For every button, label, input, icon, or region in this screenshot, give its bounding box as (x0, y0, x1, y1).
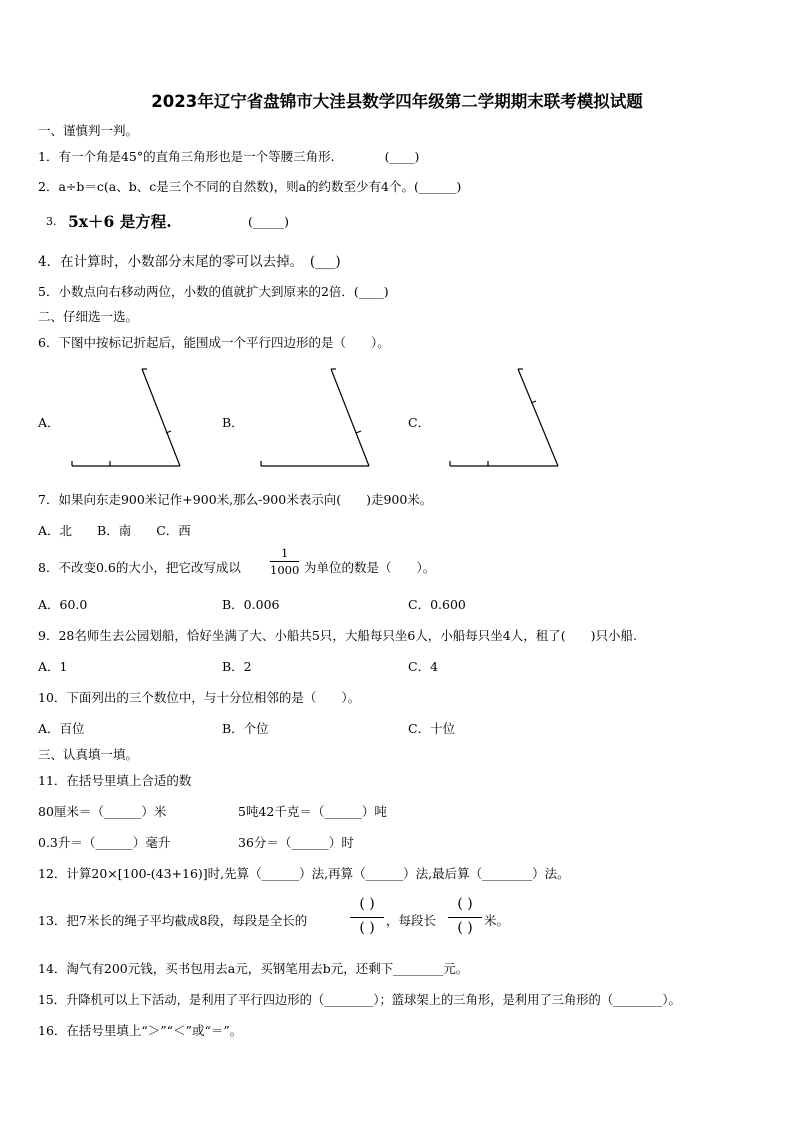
question-11-item-3: 0.3升＝（______）毫升 (38, 835, 171, 850)
question-12: 12．计算20×[100-(43+16)]时,先算（______）法,再算（______）法,最后算（________）法。 (38, 866, 570, 881)
fraction-denominator-blank: ( ) (457, 920, 473, 936)
figure-a-fold-angle (70, 365, 190, 471)
fraction-bar (448, 917, 482, 918)
question-8-option-c: C．0.600 (408, 597, 466, 612)
figure-b-fold-angle (258, 365, 378, 471)
question-13-text-after: 米。 (484, 913, 510, 928)
question-3-expression: 5x＋6 是方程. (68, 212, 172, 231)
question-6: 6．下图中按标记折起后，能围成一个平行四边形的是（ ）。 (38, 335, 390, 350)
question-10-option-c: C．十位 (408, 721, 456, 736)
question-5: 5．小数点向右移动两位，小数的值就扩大到原来的2倍．(____) (38, 284, 389, 299)
fraction-bar (350, 917, 384, 918)
question-3-number: 3. (46, 215, 57, 228)
question-8-option-a: A．60.0 (38, 597, 88, 612)
section-heading-fill: 三、认真填一填。 (38, 747, 139, 762)
question-11-item-4: 36分＝（______）时 (238, 835, 354, 850)
question-11: 11．在括号里填上合适的数 (38, 773, 192, 788)
question-11-item-1: 80厘米＝（______）米 (38, 804, 167, 819)
question-13-text-middle: ，每段长 (386, 913, 437, 928)
fraction-denominator-blank: ( ) (359, 920, 375, 936)
question-9-option-a: A．1 (38, 659, 68, 674)
figure-c-fold-angle (448, 365, 568, 471)
question-3-blank: (_____) (248, 214, 290, 229)
page-title: 2023年辽宁省盘锦市大洼县数学四年级第二学期期末联考模拟试题 (151, 92, 643, 111)
question-13-text-before: 13．把7米长的绳子平均截成8段，每段是全长的 (38, 913, 308, 928)
question-16: 16．在括号里填上“＞”“＜”或“＝”。 (38, 1023, 243, 1038)
question-7: 7．如果向东走900米记作+900米,那么-900米表示向( )走900米。 (38, 492, 433, 507)
question-8-fraction-numerator: 1 (280, 546, 289, 560)
question-8-fraction-denominator: 1000 (270, 563, 300, 577)
fraction-numerator-blank: ( ) (359, 896, 375, 912)
question-4: 4．在计算时，小数部分末尾的零可以去掉。 (___) (38, 254, 341, 270)
question-6-option-c: C． (408, 415, 431, 430)
question-8-fraction (270, 546, 299, 577)
question-10: 10．下面列出的三个数位中，与十分位相邻的是（ ）。 (38, 690, 361, 705)
question-13-fraction-blank-2 (448, 896, 482, 940)
fraction-bar (270, 561, 299, 562)
fraction-numerator-blank: ( ) (457, 896, 473, 912)
question-11-item-2: 5吨42千克＝（______）吨 (238, 804, 387, 819)
question-8-text-before: 8．不改变0.6的大小，把它改写成以 (38, 560, 241, 575)
question-15: 15．升降机可以上下活动，是利用了平行四边形的（________）；篮球架上的三角形，是利用了三角形的（________）。 (38, 993, 681, 1007)
question-13-fraction-blank-1 (350, 896, 384, 940)
question-10-option-b: B．个位 (222, 721, 269, 736)
question-6-option-b: B． (222, 415, 244, 430)
question-9-option-c: C．4 (408, 659, 439, 674)
question-7-options: A．北 B．南 C．西 (38, 523, 191, 538)
question-1: 1．有一个角是45°的直角三角形也是一个等腰三角形. (____) (38, 149, 420, 164)
question-9: 9．28名师生去公园划船，恰好坐满了大、小船共5只，大船每只坐6人，小船每只坐4人，租了( )只小船. (38, 628, 637, 643)
question-8-text-after: 为单位的数是（ ）。 (304, 560, 436, 575)
section-heading-choose: 二、仔细选一选。 (38, 309, 139, 324)
section-heading-judge: 一、谨慎判一判。 (38, 123, 139, 138)
question-2: 2．a÷b＝c(a、b、c是三个不同的自然数)，则a的约数至少有4个。(______) (38, 179, 462, 194)
question-14: 14．淘气有200元钱，买书包用去a元，买钢笔用去b元，还剩下________元。 (38, 961, 469, 976)
question-9-option-b: B．2 (222, 659, 252, 674)
question-10-option-a: A．百位 (38, 721, 85, 736)
question-8-option-b: B．0.006 (222, 597, 280, 612)
question-6-option-a: A． (38, 415, 60, 430)
